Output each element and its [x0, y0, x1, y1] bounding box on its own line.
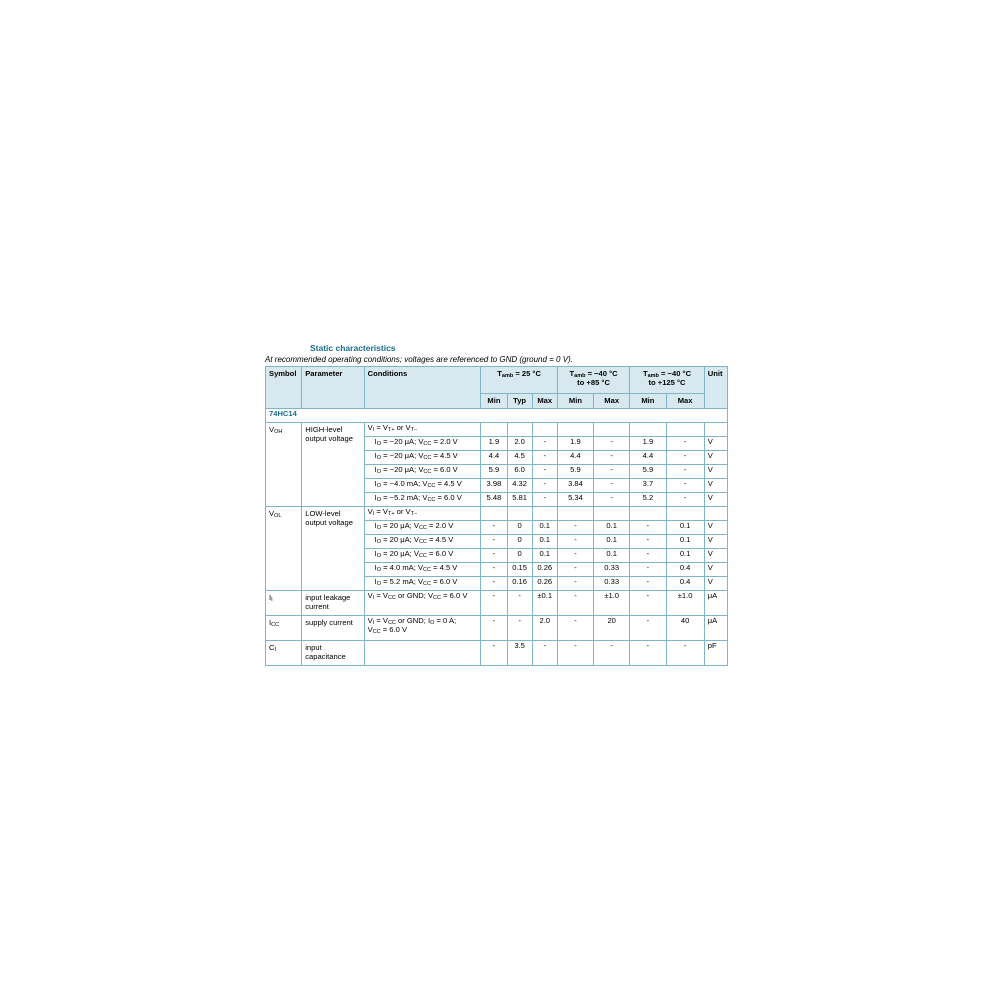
value-cell: ±1.0 — [666, 591, 704, 616]
value-cell: 5.81 — [507, 493, 532, 507]
header-tamb-125: $T_{amb} = -40$ °C to +125 °C — [630, 367, 704, 394]
value-cell: 1.9 — [557, 437, 593, 451]
value-cell: - — [594, 465, 630, 479]
value-cell: 5.2 — [630, 493, 666, 507]
value-cell: 3.98 — [481, 479, 507, 493]
value-cell: - — [532, 641, 557, 666]
condition-cell: $I_O = 5.2$ mA; $V_{CC} = 6.0$ V — [364, 577, 481, 591]
value-cell: 0.1 — [594, 521, 630, 535]
symbol-icc: $I_{CC}$ — [266, 616, 302, 641]
symbol-ci: $C_I$ — [266, 641, 302, 666]
static-characteristics-sheet — [265, 343, 728, 666]
value-cell: - — [594, 493, 630, 507]
value-cell: 0 — [507, 521, 532, 535]
value-cell: - — [532, 479, 557, 493]
value-cell: - — [594, 479, 630, 493]
table-row — [266, 507, 728, 521]
header-typ: Typ — [507, 394, 532, 409]
unit-cell: pF — [704, 641, 727, 666]
table-row — [266, 591, 728, 616]
symbol-voh: $V_{OH}$ — [266, 423, 302, 507]
value-cell: 4.4 — [630, 451, 666, 465]
unit-cell: V — [704, 451, 727, 465]
table-row — [266, 423, 728, 437]
value-cell: 3.5 — [507, 641, 532, 666]
header-unit: Unit — [704, 367, 727, 409]
value-cell: 5.9 — [557, 465, 593, 479]
header-parameter: Parameter — [302, 367, 364, 409]
value-cell: 0.1 — [666, 549, 704, 563]
unit-cell: V — [704, 479, 727, 493]
value-cell: - — [481, 591, 507, 616]
unit-cell: V — [704, 549, 727, 563]
value-cell: - — [532, 437, 557, 451]
header-max: Max — [532, 394, 557, 409]
value-cell: - — [630, 591, 666, 616]
value-cell: 0 — [507, 535, 532, 549]
table-row — [266, 641, 728, 666]
unit-cell: V — [704, 535, 727, 549]
value-cell: - — [557, 535, 593, 549]
header-max: Max — [594, 394, 630, 409]
value-cell: - — [557, 521, 593, 535]
value-cell: - — [507, 616, 532, 641]
value-cell: 0.1 — [594, 549, 630, 563]
table-row — [266, 616, 728, 641]
value-cell: 1.9 — [481, 437, 507, 451]
unit-cell: V — [704, 465, 727, 479]
value-cell: - — [630, 616, 666, 641]
unit-cell: V — [704, 521, 727, 535]
value-cell: - — [666, 493, 704, 507]
value-cell: - — [481, 521, 507, 535]
parameter-voh: HIGH-level output voltage — [302, 423, 364, 507]
value-cell: 4.5 — [507, 451, 532, 465]
value-cell: 4.4 — [481, 451, 507, 465]
value-cell: - — [666, 479, 704, 493]
value-cell: ±1.0 — [594, 591, 630, 616]
unit-cell: V — [704, 437, 727, 451]
unit-cell: μA — [704, 591, 727, 616]
unit-cell: V — [704, 493, 727, 507]
value-cell: - — [630, 549, 666, 563]
value-cell: 0.1 — [532, 521, 557, 535]
section-subtitle: At recommended operating conditions; voltages are referenced to GND (ground = 0 V). — [265, 355, 573, 364]
value-cell: - — [630, 563, 666, 577]
value-cell: - — [594, 451, 630, 465]
value-cell: 0.26 — [532, 577, 557, 591]
value-cell: 1.9 — [630, 437, 666, 451]
value-cell: 5.34 — [557, 493, 593, 507]
condition-cell: $I_O = -4.0$ mA; $V_{CC} = 4.5$ V — [364, 479, 481, 493]
symbol-ii: $I_I$ — [266, 591, 302, 616]
value-cell: 4.32 — [507, 479, 532, 493]
condition-cell: $I_O = 20$ μA; $V_{CC} = 4.5$ V — [364, 535, 481, 549]
value-cell: - — [532, 465, 557, 479]
unit-cell: V — [704, 563, 727, 577]
value-cell: - — [507, 591, 532, 616]
value-cell: 3.84 — [557, 479, 593, 493]
value-cell: - — [557, 641, 593, 666]
header-conditions: Conditions — [364, 367, 481, 409]
value-cell: 0.1 — [532, 535, 557, 549]
header-tamb-85: $T_{amb} = -40$ °C to +85 °C — [557, 367, 629, 394]
value-cell: - — [666, 437, 704, 451]
condition-cell: $I_O = -20$ μA; $V_{CC} = 6.0$ V — [364, 465, 481, 479]
value-cell: - — [594, 437, 630, 451]
value-cell: 6.0 — [507, 465, 532, 479]
value-cell: 0.16 — [507, 577, 532, 591]
condition-cell: $I_O = 4.0$ mA; $V_{CC} = 4.5$ V — [364, 563, 481, 577]
value-cell: - — [557, 591, 593, 616]
value-cell: 0.33 — [594, 577, 630, 591]
value-cell: ±0.1 — [532, 591, 557, 616]
value-cell: 0.1 — [532, 549, 557, 563]
value-cell: - — [666, 465, 704, 479]
value-cell: 3.7 — [630, 479, 666, 493]
value-cell: 2.0 — [507, 437, 532, 451]
value-cell: - — [630, 641, 666, 666]
condition-cell: $I_O = 20$ μA; $V_{CC} = 2.0$ V — [364, 521, 481, 535]
header-min: Min — [481, 394, 507, 409]
condition-cell: $V_I = V_{T+}$ or $V_{T-}$ — [364, 507, 481, 521]
value-cell: - — [594, 641, 630, 666]
value-cell: - — [557, 549, 593, 563]
header-tamb-25: $T_{amb} = 25$ °C — [481, 367, 557, 394]
symbol-vol: $V_{OL}$ — [266, 507, 302, 591]
value-cell: - — [557, 577, 593, 591]
parameter-vol: LOW-level output voltage — [302, 507, 364, 591]
value-cell: 0.26 — [532, 563, 557, 577]
condition-cell: $V_I = V_{CC}$ or GND; $I_O = 0$ A; $V_{CC} = 6.0$ V — [364, 616, 481, 641]
value-cell: - — [557, 616, 593, 641]
value-cell: - — [481, 616, 507, 641]
unit-cell: μA — [704, 616, 727, 641]
value-cell: 5.48 — [481, 493, 507, 507]
value-cell: - — [630, 577, 666, 591]
value-cell: - — [481, 577, 507, 591]
device-group-label: 74HC14 — [266, 409, 728, 423]
value-cell: - — [481, 641, 507, 666]
value-cell: 4.4 — [557, 451, 593, 465]
value-cell: 0 — [507, 549, 532, 563]
value-cell: - — [666, 451, 704, 465]
value-cell: 0.4 — [666, 577, 704, 591]
header-max: Max — [666, 394, 704, 409]
condition-cell: $V_I = V_{T+}$ or $V_{T-}$ — [364, 423, 481, 437]
value-cell: 20 — [594, 616, 630, 641]
condition-cell: $I_O = -20$ μA; $V_{CC} = 2.0$ V — [364, 437, 481, 451]
header-min: Min — [630, 394, 666, 409]
value-cell: - — [481, 549, 507, 563]
value-cell: - — [630, 535, 666, 549]
value-cell: - — [532, 451, 557, 465]
characteristics-table — [265, 366, 728, 666]
value-cell: - — [557, 563, 593, 577]
section-title: Static characteristics — [310, 343, 396, 353]
condition-cell: $I_O = -5.2$ mA; $V_{CC} = 6.0$ V — [364, 493, 481, 507]
value-cell: - — [666, 641, 704, 666]
value-cell: 2.0 — [532, 616, 557, 641]
header-min: Min — [557, 394, 593, 409]
value-cell: 0.1 — [594, 535, 630, 549]
parameter-icc: supply current — [302, 616, 364, 641]
value-cell: - — [481, 535, 507, 549]
value-cell: 5.9 — [481, 465, 507, 479]
condition-cell: $V_I = V_{CC}$ or GND; $V_{CC} = 6.0$ V — [364, 591, 481, 616]
value-cell: 0.15 — [507, 563, 532, 577]
unit-cell: V — [704, 577, 727, 591]
value-cell: 5.9 — [630, 465, 666, 479]
value-cell: - — [481, 563, 507, 577]
value-cell: 0.4 — [666, 563, 704, 577]
value-cell: - — [532, 493, 557, 507]
parameter-ci: input capacitance — [302, 641, 364, 666]
value-cell: 0.33 — [594, 563, 630, 577]
value-cell: 40 — [666, 616, 704, 641]
value-cell: 0.1 — [666, 535, 704, 549]
value-cell: 0.1 — [666, 521, 704, 535]
condition-cell: $I_O = 20$ μA; $V_{CC} = 6.0$ V — [364, 549, 481, 563]
condition-cell: $I_O = -20$ μA; $V_{CC} = 4.5$ V — [364, 451, 481, 465]
condition-cell — [364, 641, 481, 666]
header-symbol: Symbol — [266, 367, 302, 409]
value-cell: - — [630, 521, 666, 535]
parameter-ii: input leakage current — [302, 591, 364, 616]
